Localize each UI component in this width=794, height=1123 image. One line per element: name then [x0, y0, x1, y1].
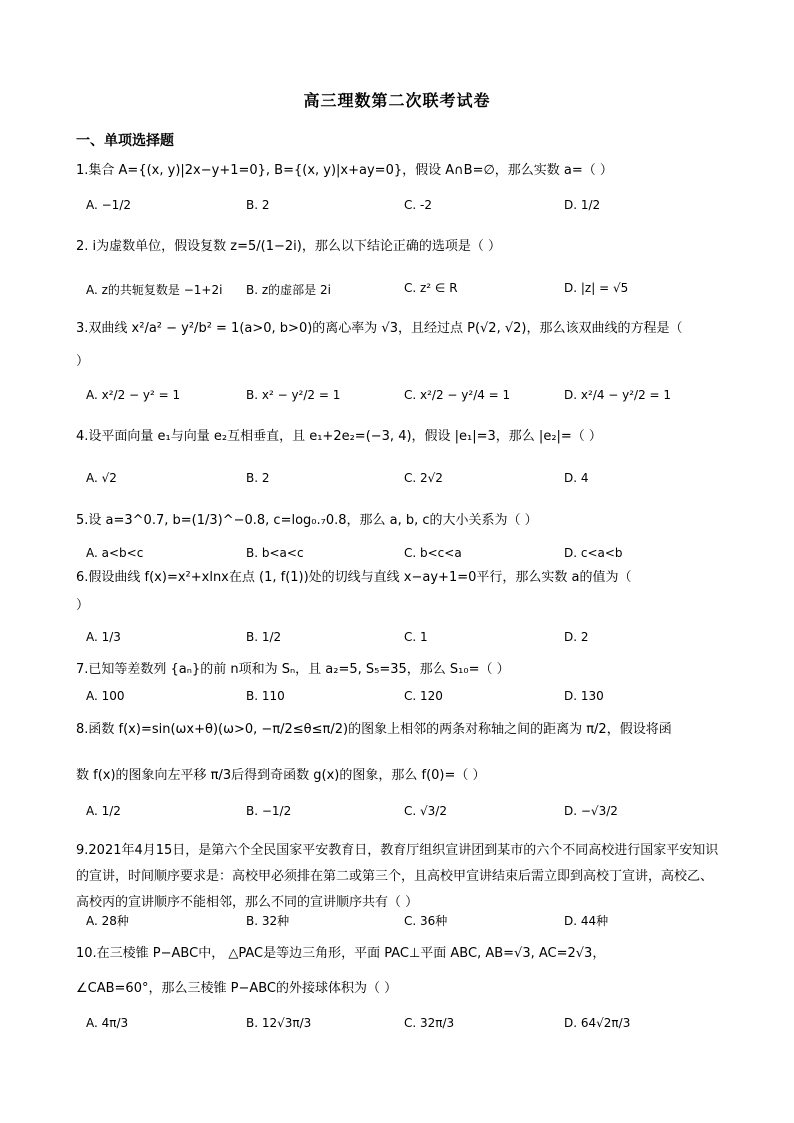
q2-option-b[interactable]: B. z的虚部是 2i	[246, 283, 331, 297]
q9-option-d[interactable]: D. 44种	[564, 914, 609, 928]
q4-option-c[interactable]: C. 2√2	[404, 471, 443, 485]
q6-option-a[interactable]: A. 1/3	[86, 630, 121, 644]
q4-option-a[interactable]: A. √2	[86, 471, 117, 485]
q8-option-b[interactable]: B. −1/2	[246, 804, 292, 818]
q7-option-d[interactable]: D. 130	[564, 689, 604, 703]
question-8-stem-cont: 数 f(x)的图象向左平移 π/3后得到奇函数 g(x)的图象，那么 f(0)=（ ）	[76, 768, 486, 783]
q3-option-a[interactable]: A. x²/2 − y² = 1	[86, 388, 181, 402]
q10-option-b[interactable]: B. 12√3π/3	[246, 1016, 312, 1030]
q5-option-c[interactable]: C. b<c<a	[404, 546, 462, 560]
question-1-stem: 1.集合 A={(x, y)|2x−y+1=0}, B={(x, y)|x+ay=0}，假设 A∩B=∅，那么实数 a=（ ）	[76, 163, 613, 178]
question-5-stem: 5.设 a=3^0.7, b=(1/3)^−0.8, c=log₀.₇0.8，那么 a, b, c的大小关系为（ ）	[76, 513, 538, 528]
q1-option-b[interactable]: B. 2	[246, 198, 270, 212]
question-6-stem: 6.假设曲线 f(x)=x²+xlnx在点 (1, f(1))处的切线与直线 x−ay+1=0平行，那么实数 a的值为（	[76, 570, 632, 585]
q4-option-b[interactable]: B. 2	[246, 471, 270, 485]
question-3-stem: 3.双曲线 x²/a² − y²/b² = 1(a>0, b>0)的离心率为 √3，且经过点 P(√2, √2)，那么该双曲线的方程是（	[76, 321, 683, 336]
exam-title: 高三理数第二次联考试卷	[303, 91, 491, 110]
q10-option-a[interactable]: A. 4π/3	[86, 1016, 129, 1030]
q9-option-b[interactable]: B. 32种	[246, 914, 290, 928]
q9-option-a[interactable]: A. 28种	[86, 914, 129, 928]
q9-option-c[interactable]: C. 36种	[404, 914, 448, 928]
section-heading: 一、单项选择题	[76, 133, 174, 149]
question-9-stem: 9.2021年4月15日，是第六个全民国家平安教育日，教育厅组织宣讲团到某市的六个不同高校进行国家平安知识的宣讲，时间顺序要求是：高校甲必须排在第二或第三个，且高校甲宣讲结束后需立即到高校丁宣讲，高校乙、高校丙的宣讲顺序不能相邻，那么不同的宣讲顺序共有（ ）	[76, 843, 719, 910]
question-3-stem-cont: ）	[76, 354, 90, 369]
q6-option-d[interactable]: D. 2	[564, 630, 589, 644]
q1-option-c[interactable]: C. -2	[404, 198, 432, 212]
q7-option-a[interactable]: A. 100	[86, 689, 125, 703]
q8-option-c[interactable]: C. √3/2	[404, 804, 447, 818]
q10-option-d[interactable]: D. 64√2π/3	[564, 1016, 631, 1030]
q5-option-b[interactable]: B. b<a<c	[246, 546, 304, 560]
q5-option-a[interactable]: A. a<b<c	[86, 546, 144, 560]
q8-option-d[interactable]: D. −√3/2	[564, 804, 618, 818]
question-10-stem: 10.在三棱锥 P−ABC中， △PAC是等边三角形，平面 PAC⊥平面 ABC, AB=√3, AC=2√3，	[76, 946, 606, 961]
q3-option-b[interactable]: B. x² − y²/2 = 1	[246, 388, 341, 402]
q2-option-d[interactable]: D. |z| = √5	[564, 281, 629, 295]
q6-option-b[interactable]: B. 1/2	[246, 630, 282, 644]
q10-option-c[interactable]: C. 32π/3	[404, 1016, 455, 1030]
q1-option-a[interactable]: A. −1/2	[86, 198, 131, 212]
question-10-stem-cont: ∠CAB=60°，那么三棱锥 P−ABC的外接球体积为（ ）	[76, 981, 398, 996]
q2-option-c[interactable]: C. z² ∈ R	[404, 281, 458, 295]
q6-option-c[interactable]: C. 1	[404, 630, 428, 644]
q3-option-d[interactable]: D. x²/4 − y²/2 = 1	[564, 388, 672, 402]
q4-option-d[interactable]: D. 4	[564, 471, 589, 485]
q2-option-a[interactable]: A. z的共轭复数是 −1+2i	[86, 283, 223, 297]
question-6-stem-cont: ）	[76, 598, 90, 613]
q3-option-c[interactable]: C. x²/2 − y²/4 = 1	[404, 388, 511, 402]
q7-option-c[interactable]: C. 120	[404, 689, 443, 703]
q7-option-b[interactable]: B. 110	[246, 689, 285, 703]
question-4-stem: 4.设平面向量 e₁与向量 e₂互相垂直，且 e₁+2e₂=(−3, 4)，假设 |e₁|=3，那么 |e₂|=（ ）	[76, 429, 602, 444]
question-2-stem: 2. i为虚数单位，假设复数 z=5/(1−2i)，那么以下结论正确的选项是（ ）	[76, 239, 501, 254]
q1-option-d[interactable]: D. 1/2	[564, 198, 601, 212]
question-8-stem: 8.函数 f(x)=sin(ωx+θ)(ω>0, −π/2≤θ≤π/2)的图象上相邻的两条对称轴之间的距离为 π/2，假设将函	[76, 722, 672, 737]
question-7-stem: 7.已知等差数列 {aₙ}的前 n项和为 Sₙ，且 a₂=5, S₅=35，那么 S₁₀=（ ）	[76, 662, 510, 677]
q5-option-d[interactable]: D. c<a<b	[564, 546, 623, 560]
q8-option-a[interactable]: A. 1/2	[86, 804, 121, 818]
